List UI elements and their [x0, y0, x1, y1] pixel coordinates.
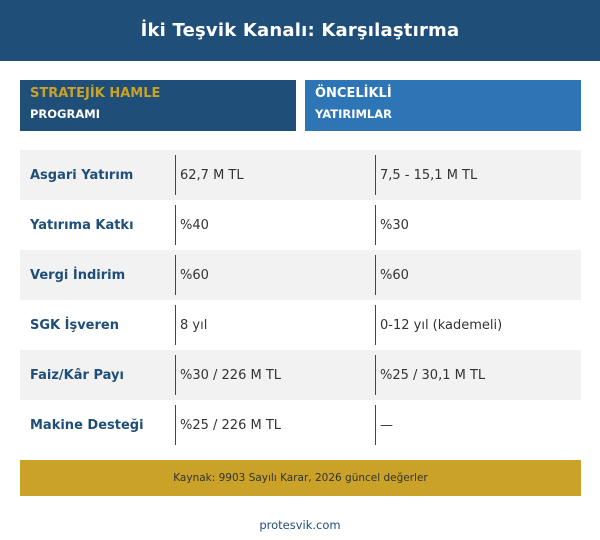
column-divider	[175, 305, 176, 345]
row-label: Makine Desteği	[30, 417, 144, 433]
table-row	[20, 250, 581, 300]
strategic-value: %60	[180, 267, 209, 283]
column-divider	[375, 305, 376, 345]
priority-value: %60	[380, 267, 409, 283]
column-header-priority-line2: YATIRIMLAR	[315, 107, 393, 121]
column-divider	[175, 255, 176, 295]
source-text: Kaynak: 9903 Sayılı Karar, 2026 güncel değerler	[173, 472, 428, 484]
row-label: SGK İşveren	[30, 317, 119, 333]
strategic-value: 62,7 M TL	[180, 167, 244, 183]
priority-value: 7,5 - 15,1 M TL	[380, 167, 478, 183]
priority-value: %25 / 30,1 M TL	[380, 367, 486, 383]
column-header-priority	[305, 80, 581, 131]
priority-value: %30	[380, 217, 409, 233]
column-divider	[175, 205, 176, 245]
column-divider	[175, 405, 176, 445]
column-divider	[375, 355, 376, 395]
column-divider	[175, 155, 176, 195]
source-note	[20, 460, 581, 496]
site-link[interactable]: protesvik.com	[259, 518, 341, 532]
row-label: Yatırıma Katkı	[30, 217, 134, 233]
priority-value: 0-12 yıl (kademeli)	[380, 317, 503, 333]
strategic-value: 8 yıl	[180, 317, 208, 333]
strategic-value: %30 / 226 M TL	[180, 367, 282, 383]
column-header-strategic-line1: STRATEJİK HAMLE	[30, 86, 161, 101]
table-row	[20, 150, 581, 200]
column-divider	[175, 355, 176, 395]
column-header-priority-line1: ÖNCELİKLİ	[315, 86, 392, 101]
column-divider	[375, 255, 376, 295]
column-divider	[375, 205, 376, 245]
row-label: Asgari Yatırım	[30, 167, 134, 183]
strategic-value: %25 / 226 M TL	[180, 417, 282, 433]
row-label: Vergi İndirim	[30, 267, 126, 283]
column-header-strategic	[20, 80, 296, 131]
comparison-table	[20, 150, 581, 450]
table-row	[20, 200, 581, 250]
column-header-strategic-line2: PROGRAMI	[30, 107, 100, 121]
table-row	[20, 300, 581, 350]
table-row	[20, 400, 581, 450]
page-title: İki Teşvik Kanalı: Karşılaştırma	[140, 20, 460, 41]
priority-value: —	[380, 417, 393, 433]
column-divider	[375, 155, 376, 195]
column-divider	[375, 405, 376, 445]
row-label: Faiz/Kâr Payı	[30, 367, 124, 383]
table-row	[20, 350, 581, 400]
page-header	[0, 0, 600, 61]
strategic-value: %40	[180, 217, 209, 233]
